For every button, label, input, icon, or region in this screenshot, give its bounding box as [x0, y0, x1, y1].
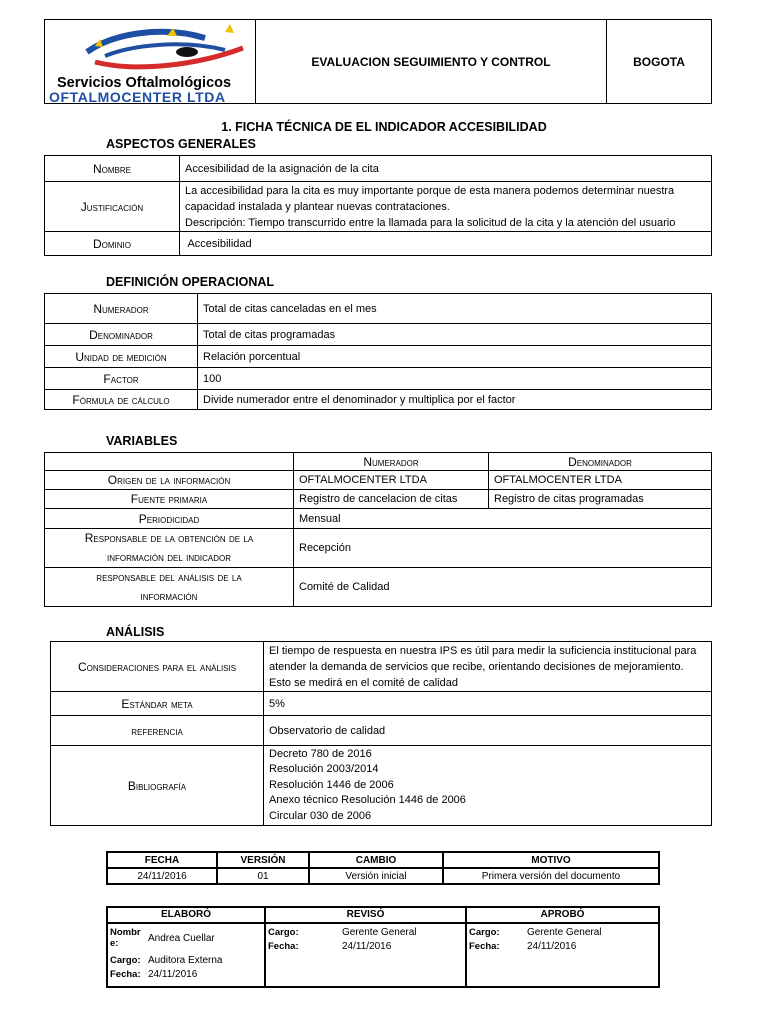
- row-value-justificacion: [180, 182, 712, 232]
- row-label-estandar: Estándar meta: [51, 692, 264, 716]
- page-title: 1. FICHA TÉCNICA DE EL INDICADOR ACCESIBILIDAD: [221, 120, 547, 134]
- row-value-dominio: Accesibilidad: [180, 232, 712, 256]
- origen-den: OFTALMOCENTER LTDA: [489, 471, 712, 490]
- version-fecha: 24/11/2016: [107, 868, 217, 884]
- text-line: Resolución 2003/2014: [269, 763, 379, 776]
- row-value-factor: 100: [198, 368, 712, 390]
- col-header-elaboro: ELABORÓ: [107, 907, 265, 923]
- col-header-denominador: Denominador: [489, 453, 712, 471]
- row-label-referencia: referencia: [51, 716, 264, 746]
- row-label-numerador: Numerador: [45, 294, 198, 324]
- elaboro-nombre-label: [110, 927, 148, 949]
- elaboro-cargo: Auditora Externa: [148, 955, 223, 966]
- text-line: Descripción: Tiempo transcurrido entre la llamada para la solicitud de la cita y la atención del usuario: [185, 216, 676, 229]
- definicion-table: [44, 293, 712, 410]
- section-heading-aspectos: ASPECTOS GENERALES: [106, 137, 256, 151]
- row-label-periodicidad: Periodicidad: [45, 509, 294, 529]
- row-label-unidad: Unidad de medición: [45, 346, 198, 368]
- elaboro-fecha-label: Fecha:: [110, 969, 141, 980]
- text-line: atender la demanda de servicios que recibe, orientando decisiones de mejoramiento.: [269, 660, 684, 673]
- row-value-formula: Divide numerador entre el denominador y multiplica por el factor: [198, 390, 712, 410]
- reviso-cargo-label: Cargo:: [268, 927, 299, 938]
- text-line: Resolución 1446 de 2006: [269, 778, 394, 791]
- row-label-factor: Factor: [45, 368, 198, 390]
- resp-obtencion-value: Recepción: [294, 529, 712, 568]
- text-line: Anexo técnico Resolución 1446 de 2006: [269, 794, 466, 807]
- row-label-consideraciones: Consideraciones para el análisis: [51, 642, 264, 692]
- label-line: Responsable de la obtención de la: [84, 531, 254, 545]
- row-value-consideraciones: [264, 642, 712, 692]
- aprobo-cell: [466, 923, 659, 987]
- aprobo-fecha-label: Fecha:: [469, 941, 500, 952]
- text-line: Esto se medirá en el comité de calidad: [269, 676, 458, 689]
- col-header-reviso: REVISÓ: [265, 907, 466, 923]
- text-line: Circular 030 de 2006: [269, 809, 372, 822]
- col-header-motivo: MOTIVO: [443, 852, 659, 868]
- row-label-origen: Origen de la información: [45, 471, 294, 490]
- text-line: La accesibilidad para la cita es muy importante porque de esta manera podemos determinar nuestra: [185, 184, 675, 197]
- row-value-unidad: Relación porcentual: [198, 346, 712, 368]
- label-line: información: [140, 589, 198, 603]
- reviso-cargo: Gerente General: [342, 927, 417, 938]
- version-table: [106, 851, 660, 885]
- section-heading-definicion: DEFINICIÓN OPERACIONAL: [106, 275, 275, 289]
- signatures-table: [106, 906, 660, 988]
- label-line: información del indicador: [106, 550, 231, 564]
- document-header: [44, 19, 712, 104]
- origen-num: OFTALMOCENTER LTDA: [294, 471, 489, 490]
- header-city: BOGOTA: [607, 20, 712, 104]
- col-header-numerador: Numerador: [294, 453, 489, 471]
- row-label-justificacion: Justificación: [45, 182, 180, 232]
- version-cambio: Versión inicial: [309, 868, 443, 884]
- logo-eye-icon: [75, 22, 255, 74]
- text-line: El tiempo de respuesta en nuestra IPS es útil para medir la suficiencia institucional para: [269, 644, 697, 657]
- col-header-version: VERSIÓN: [217, 852, 309, 868]
- row-label-bibliografia: Bibliografía: [51, 746, 264, 826]
- reviso-cell: [265, 923, 466, 987]
- fuente-den: Registro de citas programadas: [489, 490, 712, 509]
- logo-text-services: Servicios Oftalmológicos: [57, 75, 232, 91]
- row-label-resp-analisis: [45, 568, 294, 607]
- elaboro-nombre: Andrea Cuellar: [148, 932, 215, 944]
- row-label-denominador: Denominador: [45, 324, 198, 346]
- col-header-fecha: FECHA: [107, 852, 217, 868]
- text-line: Decreto 780 de 2016: [269, 747, 372, 760]
- reviso-fecha-label: Fecha:: [268, 941, 299, 952]
- resp-analisis-value: Comité de Calidad: [294, 568, 712, 607]
- section-heading-variables: VARIABLES: [106, 434, 178, 448]
- periodicidad-value: Mensual: [294, 509, 712, 529]
- elaboro-cell: [107, 923, 265, 987]
- text-line: capacidad instalada y plantear nuevas contrataciones.: [185, 200, 450, 213]
- row-value-bibliografia: [264, 746, 712, 826]
- row-value-numerador: Total de citas canceladas en el mes: [198, 294, 712, 324]
- label-part: Nombr: [110, 927, 141, 938]
- empty-cell: [45, 453, 294, 471]
- row-label-formula: Fórmula de cálculo: [45, 390, 198, 410]
- logo: [45, 20, 256, 104]
- label-part: e:: [110, 938, 119, 949]
- aprobo-cargo-label: Cargo:: [469, 927, 500, 938]
- version-numero: 01: [217, 868, 309, 884]
- row-value-nombre: Accesibilidad de la asignación de la cita: [180, 156, 712, 182]
- row-value-estandar: 5%: [264, 692, 712, 716]
- row-value-denominador: Total de citas programadas: [198, 324, 712, 346]
- row-label-dominio: Dominio: [45, 232, 180, 256]
- col-header-aprobo: APROBÓ: [466, 907, 659, 923]
- label-line: responsable del análisis de la: [96, 570, 242, 584]
- row-label-resp-obtencion: [45, 529, 294, 568]
- elaboro-fecha: 24/11/2016: [148, 969, 198, 980]
- row-label-nombre: Nombre: [45, 156, 180, 182]
- row-label-fuente: Fuente primaria: [45, 490, 294, 509]
- section-heading-analisis: ANÁLISIS: [106, 625, 165, 639]
- aprobo-cargo: Gerente General: [527, 927, 602, 938]
- fuente-num: Registro de cancelacion de citas: [294, 490, 489, 509]
- version-motivo: Primera versión del documento: [443, 868, 659, 884]
- analisis-table: [50, 641, 712, 826]
- logo-text-company: OFTALMOCENTER LTDA: [49, 89, 226, 105]
- aprobo-fecha: 24/11/2016: [527, 941, 577, 952]
- header-title: EVALUACION SEGUIMIENTO Y CONTROL: [256, 20, 607, 104]
- reviso-fecha: 24/11/2016: [342, 941, 392, 952]
- row-value-referencia: Observatorio de calidad: [264, 716, 712, 746]
- aspectos-table: [44, 155, 712, 256]
- col-header-cambio: CAMBIO: [309, 852, 443, 868]
- variables-table: [44, 452, 712, 607]
- elaboro-cargo-label: Cargo:: [110, 955, 141, 966]
